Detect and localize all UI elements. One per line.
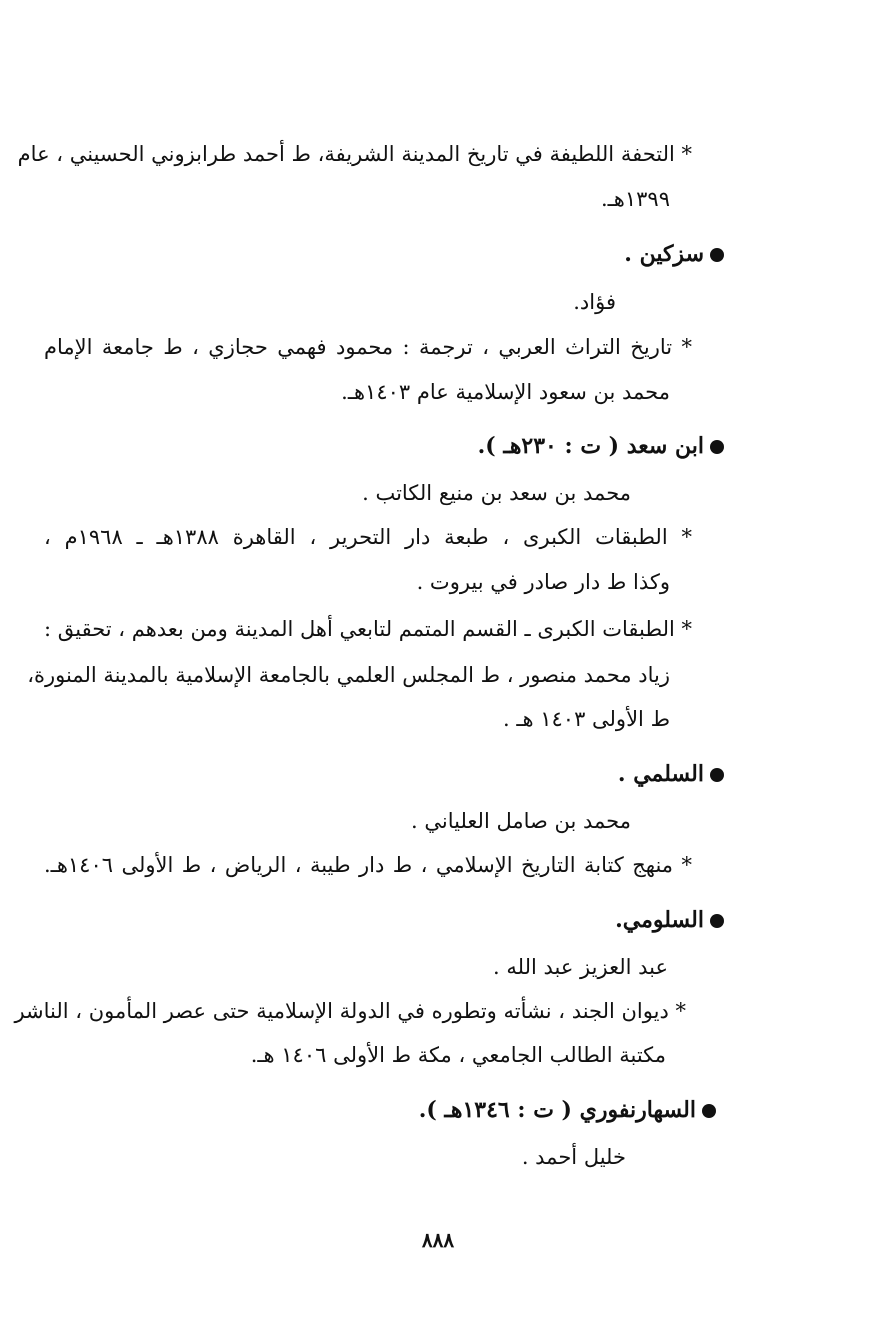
work-line: محمد بن سعود الإسلامية عام ١٤٠٣هـ. <box>341 380 670 404</box>
work-line: * منهج كتابة التاريخ الإسلامي ، ط دار طيبة ، الرياض ، ط الأولى ١٤٠٦هـ. <box>44 853 692 877</box>
work-line: * التحفة اللطيفة في تاريخ المدينة الشريفة، ط أحمد طرابزوني الحسيني ، عام <box>17 142 692 166</box>
author-fullname: خليل أحمد . <box>521 1145 626 1169</box>
bullet-dot-icon <box>710 248 724 262</box>
work-line: * الطبقات الكبرى ـ القسم المتمم لتابعي أهل المدينة ومن بعدهم ، تحقيق : <box>43 617 692 641</box>
author-fullname: محمد بن صامل العلياني . <box>411 809 631 833</box>
work-line: * تاريخ التراث العربي ، ترجمة : محمود فهمي حجازي ، ط جامعة الإمام <box>44 335 692 359</box>
bullet-dot-icon <box>710 440 724 454</box>
author-heading-text: السهارنفوري ( ت : ١٣٤٦هـ ). <box>418 1097 696 1123</box>
author-fullname: عبد العزيز عبد الله . <box>493 955 668 979</box>
work-line: زياد محمد منصور ، ط المجلس العلمي بالجامعة الإسلامية بالمدينة المنورة، <box>27 663 670 687</box>
author-heading-text: ابن سعد ( ت : ٢٣٠هـ ). <box>477 433 704 459</box>
work-line: وكذا ط دار صادر في بيروت . <box>416 570 670 594</box>
work-line: ط الأولى ١٤٠٣ هـ . <box>502 707 670 731</box>
work-line: مكتبة الطالب الجامعي ، مكة ط الأولى ١٤٠٦ هـ. <box>250 1043 666 1067</box>
author-fullname: محمد بن سعد بن منيع الكاتب . <box>362 481 631 505</box>
author-heading <box>615 905 724 935</box>
author-heading <box>624 239 724 269</box>
bullet-dot-icon <box>710 914 724 928</box>
work-line: ١٣٩٩هـ. <box>600 187 670 211</box>
author-heading-text: سزكين . <box>624 241 704 267</box>
work-line: * ديوان الجند ، نشأته وتطوره في الدولة الإسلامية حتى عصر المأمون ، الناشر <box>14 999 686 1023</box>
author-heading-text: السلمي . <box>617 761 704 787</box>
author-heading-text: السلومي. <box>615 907 704 933</box>
author-fullname: فؤاد. <box>573 290 616 314</box>
author-heading <box>419 1095 716 1125</box>
bullet-dot-icon <box>702 1104 716 1118</box>
work-line: * الطبقات الكبرى ، طبعة دار التحرير ، القاهرة ١٣٨٨هـ ـ ١٩٦٨م ، <box>44 525 692 549</box>
author-heading <box>478 431 724 461</box>
bullet-dot-icon <box>710 768 724 782</box>
page-number: ٨٨٨ <box>421 1228 455 1252</box>
author-heading <box>618 759 724 789</box>
